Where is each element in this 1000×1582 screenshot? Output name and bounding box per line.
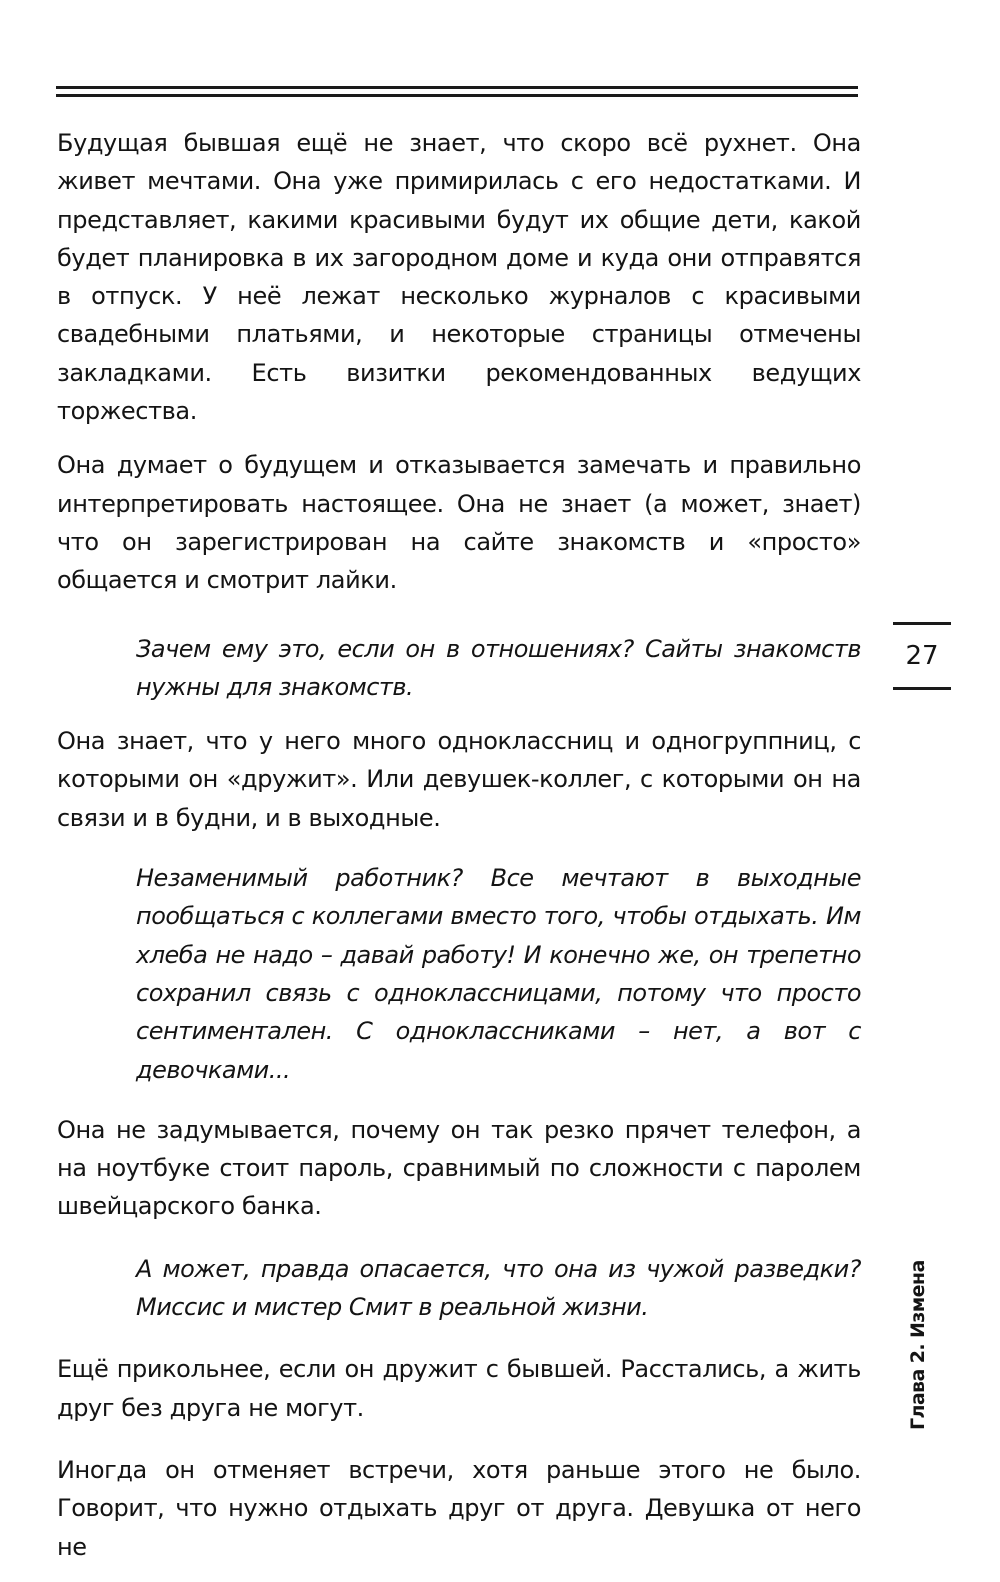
- paragraph-1: Будущая бывшая ещё не знает, что скоро всё рухнет. Она живет мечтами. Она уже примирилась с его недостатками. И представляет, какими красивыми будут их общие дети, какой будет планировка в их загородном доме и куда они отправятся в отпуск. У неё лежат несколько журналов с красивыми свадебными платьями, и некоторые страницы отмечены закладками. Есть визитки рекомендованных ведущих торжества.: [57, 129, 861, 426]
- header-rule-bottom: [56, 94, 858, 97]
- italic-aside-2: Незаменимый работник? Все мечтают в выходные пообщаться с коллегами вместо того, чтобы отдыхать. Им хлеба не надо – давай работу! И конечно же, он трепетно сохранил связь с одноклассницами, потому что просто сентиментален. С одноклассниками – нет, а вот с девочками...: [136, 864, 861, 1084]
- header-rule-top: [56, 86, 858, 89]
- paragraph-3: Она знает, что у него много одноклассниц и одногруппниц, с которыми он «дружит». Или девушек-коллег, с которыми он на связи и в будни, и в выходные.: [57, 727, 861, 832]
- paragraph-2: Она думает о будущем и отказывается замечать и правильно интерпретировать настоящее. Она не знает (а может, знает) что он зарегистрирован на сайте знакомств и «просто» общается и смотрит лайки.: [57, 451, 861, 595]
- page-number: 27: [905, 641, 939, 671]
- page-number-rule-top: [893, 622, 951, 625]
- paragraph-5: Ещё прикольнее, если он дружит с бывшей. Расстались, а жить друг без друга не могут.: [57, 1355, 861, 1422]
- paragraph-6: Иногда он отменяет встречи, хотя раньше этого не было. Говорит, что нужно отдыхать друг от друга. Девушка от него не: [57, 1455, 861, 1561]
- italic-aside-1: Зачем ему это, если он в отношениях? Сайты знакомств нужны для знакомств.: [136, 634, 861, 701]
- running-head-chapter-title: Глава 2. Измена: [907, 1260, 929, 1430]
- page-number-rule-bottom: [893, 687, 951, 690]
- page-content: [57, 124, 861, 1582]
- italic-aside-3: А может, правда опасается, что она из чужой разведки? Миссис и мистер Смит в реальной жизни.: [136, 1254, 861, 1322]
- paragraph-4: Она не задумывается, почему он так резко прячет телефон, а на ноутбуке стоит пароль, сравнимый по сложности с паролем швейцарского банка.: [57, 1115, 861, 1221]
